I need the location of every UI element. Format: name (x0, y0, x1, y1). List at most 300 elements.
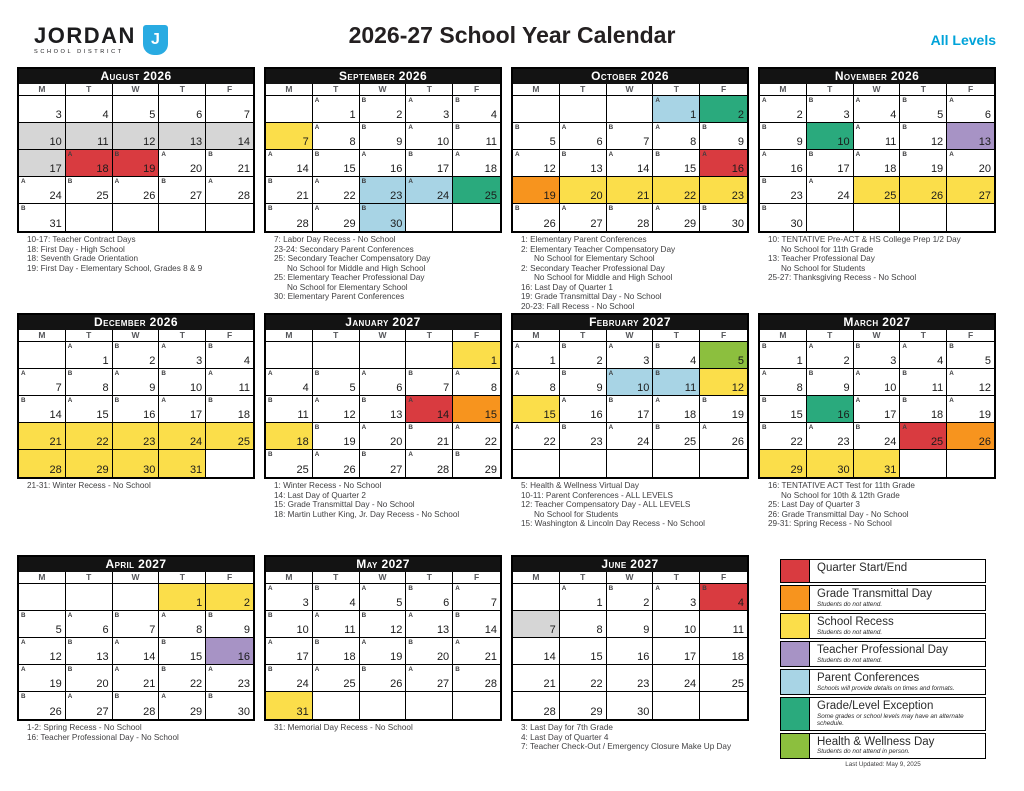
page-header (0, 0, 1024, 65)
day-cell (66, 177, 113, 204)
day-cell (760, 204, 807, 231)
day-cell (760, 342, 807, 369)
ab-schedule-marker: A (515, 424, 520, 431)
month-note: 26: Grade Transmittal Day - No School (768, 509, 909, 519)
day-number: 3 (843, 109, 850, 121)
day-cell (313, 150, 360, 177)
day-number: 1 (690, 109, 697, 121)
day-number: 16 (590, 409, 603, 421)
day-cell (947, 342, 994, 369)
ab-schedule-marker: B (762, 424, 767, 431)
month-notes (521, 723, 749, 752)
day-number: 28 (637, 218, 650, 230)
day-cell (159, 423, 206, 450)
day-number: 5 (55, 624, 62, 636)
day-number: 3 (302, 597, 309, 609)
legend-item-subtitle: Some grades or school levels may have an alternate schedule. (817, 712, 964, 727)
ab-schedule-marker: B (361, 451, 367, 458)
day-number: 21 (49, 436, 62, 448)
day-cell (807, 396, 854, 423)
month-day-grid (266, 584, 500, 719)
day-number: 21 (484, 651, 497, 663)
day-cell (854, 177, 901, 204)
empty-day-cell (947, 204, 994, 231)
day-number: 19 (390, 651, 403, 663)
levels-badge: All Levels (930, 31, 996, 48)
empty-day-cell (406, 204, 453, 231)
month-note: 16: Teacher Professional Day - No School (27, 732, 179, 742)
ab-schedule-marker: A (268, 151, 273, 158)
day-number: 11 (931, 382, 944, 394)
ab-schedule-marker: A (314, 97, 320, 104)
legend-swatch-teal (780, 697, 810, 731)
day-cell (807, 96, 854, 123)
day-number: 1 (490, 355, 497, 367)
day-number: 30 (837, 464, 850, 476)
day-number: 29 (590, 706, 603, 718)
legend-item (780, 559, 986, 583)
weekday-header-row (513, 572, 747, 584)
month-note: No School for Elementary School (534, 254, 655, 263)
legend-label (810, 697, 986, 731)
day-cell (19, 611, 66, 638)
day-cell (900, 150, 947, 177)
day-cell (900, 342, 947, 369)
day-cell (206, 96, 253, 123)
day-number: 13 (390, 409, 403, 421)
ab-schedule-marker: B (902, 370, 907, 377)
day-number: 2 (796, 109, 803, 121)
ab-schedule-marker: B (361, 397, 367, 404)
day-cell (19, 450, 66, 477)
legend-swatch-purple (780, 641, 810, 667)
month-note: 13: Teacher Professional Day (768, 254, 875, 263)
month-note: 29-31: Spring Recess - No School (768, 519, 892, 528)
day-number: 25 (884, 190, 897, 202)
ab-schedule-marker: A (702, 424, 707, 431)
day-cell (113, 638, 160, 665)
ab-schedule-marker: A (561, 397, 567, 404)
weekday-header: F (947, 330, 994, 342)
month-note: No School for 10th & 12th Grade (781, 490, 900, 500)
month-notes (27, 481, 255, 491)
legend-item-title: School Recess (817, 616, 894, 628)
legend-item-title: Parent Conferences (817, 672, 920, 684)
day-cell (66, 450, 113, 477)
day-number: 7 (55, 382, 62, 394)
ab-schedule-marker: B (455, 666, 460, 673)
day-cell (653, 204, 700, 231)
ab-schedule-marker: A (268, 370, 273, 377)
day-cell (700, 177, 747, 204)
day-number: 14 (49, 409, 62, 421)
day-number: 18 (96, 163, 109, 175)
day-number: 2 (396, 109, 403, 121)
day-cell (19, 369, 66, 396)
weekday-header: M (266, 330, 313, 342)
calendar-february-2027 (511, 313, 749, 479)
day-cell (653, 584, 700, 611)
day-cell (360, 123, 407, 150)
day-cell (653, 342, 700, 369)
day-number: 24 (189, 436, 203, 448)
ab-schedule-marker: A (949, 397, 954, 404)
month-note: 21-31: Winter Recess - No School (27, 481, 151, 490)
empty-day-cell (113, 204, 160, 231)
day-cell (406, 584, 453, 611)
day-number: 20 (590, 190, 603, 202)
day-number: 1 (796, 355, 803, 367)
day-number: 28 (484, 678, 497, 690)
day-cell (266, 150, 313, 177)
ab-schedule-marker: B (949, 343, 954, 350)
calendar-march-2027 (758, 313, 996, 479)
day-cell (560, 396, 607, 423)
day-number: 9 (149, 382, 156, 394)
day-cell (406, 665, 453, 692)
ab-schedule-marker: B (268, 612, 273, 619)
month-note: 25-27: Thanksgiving Recess - No School (768, 273, 917, 282)
empty-day-cell (206, 450, 253, 477)
empty-day-cell (113, 584, 160, 611)
month-note: No School for 11th Grade (781, 244, 874, 254)
ab-schedule-marker: A (455, 585, 460, 592)
ab-schedule-marker: A (67, 693, 73, 700)
weekday-header: T (900, 84, 947, 96)
ab-schedule-marker: B (161, 666, 166, 673)
month-note: 25: Elementary Teacher Professional Day (274, 273, 425, 282)
day-number: 21 (296, 190, 309, 202)
legend-item-subtitle: Students do not attend. (817, 628, 883, 636)
weekday-header: T (159, 84, 206, 96)
month-note: No School for Elementary School (287, 282, 408, 292)
month-title: May 2027 (266, 557, 500, 572)
day-cell (607, 423, 654, 450)
day-number: 26 (390, 678, 403, 690)
ab-schedule-marker: B (655, 370, 660, 377)
ab-schedule-marker: A (161, 151, 166, 158)
ab-schedule-marker: B (902, 151, 907, 158)
day-cell (66, 123, 113, 150)
ab-schedule-marker: B (702, 124, 707, 131)
day-number: 25 (296, 464, 309, 476)
weekday-header: W (607, 330, 654, 342)
day-number: 23 (237, 678, 250, 690)
day-number: 24 (49, 190, 62, 202)
day-cell (406, 611, 453, 638)
day-cell (947, 369, 994, 396)
day-cell (406, 396, 453, 423)
day-number: 23 (731, 190, 744, 202)
day-number: 8 (102, 382, 109, 394)
legend-item-subtitle: Students do not attend in person. (817, 748, 910, 755)
day-cell (513, 123, 560, 150)
day-cell (159, 150, 206, 177)
day-number: 4 (890, 109, 897, 121)
legend-label (810, 585, 986, 611)
ab-schedule-marker: B (114, 397, 120, 404)
legend-item-title: Quarter Start/End (817, 562, 908, 574)
day-cell (266, 450, 313, 477)
weekday-header: W (607, 572, 654, 584)
month-note: 3: Last Day for 7th Grade (521, 723, 613, 732)
day-cell (159, 123, 206, 150)
ab-schedule-marker: A (314, 612, 320, 619)
ab-schedule-marker: A (515, 151, 520, 158)
day-number: 22 (790, 436, 803, 448)
day-number: 31 (49, 218, 62, 230)
day-cell (360, 96, 407, 123)
weekday-header: F (453, 330, 500, 342)
day-number: 9 (243, 624, 250, 636)
day-number: 7 (443, 382, 450, 394)
weekday-header-row (19, 330, 253, 342)
day-cell (360, 150, 407, 177)
day-cell (653, 611, 700, 638)
day-number: 5 (984, 355, 991, 367)
day-number: 17 (884, 409, 897, 421)
weekday-header: M (513, 330, 560, 342)
ab-schedule-marker: A (208, 370, 213, 377)
legend-swatch-yellow (780, 613, 810, 639)
day-number: 28 (143, 706, 156, 718)
day-cell (854, 342, 901, 369)
month-day-grid (513, 96, 747, 231)
ab-schedule-marker: A (808, 343, 814, 350)
day-number: 18 (343, 651, 356, 663)
day-number: 26 (731, 436, 744, 448)
empty-day-cell (66, 204, 113, 231)
day-cell (947, 96, 994, 123)
ab-schedule-marker: A (408, 124, 413, 131)
ab-schedule-marker: B (361, 97, 367, 104)
month-notes (768, 481, 996, 529)
weekday-header-row (760, 330, 994, 342)
legend-swatch-red (780, 559, 810, 583)
day-number: 6 (196, 109, 203, 121)
month-note: 4: Last Day of Quarter 4 (521, 732, 609, 742)
ab-schedule-marker: B (561, 424, 567, 431)
month-day-grid (266, 342, 500, 477)
day-cell (854, 396, 901, 423)
legend-item-title: Teacher Professional Day (817, 644, 949, 656)
ab-schedule-marker: A (855, 397, 861, 404)
month-february-2027 (511, 313, 749, 555)
month-day-grid (760, 96, 994, 231)
month-notes (274, 723, 502, 733)
ab-schedule-marker: A (902, 343, 907, 350)
day-cell (513, 665, 560, 692)
empty-day-cell (700, 692, 747, 719)
ab-schedule-marker: B (21, 205, 26, 212)
month-note: 1-2: Spring Recess - No School (27, 723, 142, 732)
day-number: 22 (683, 190, 697, 202)
weekday-header-row (19, 84, 253, 96)
ab-schedule-marker: B (515, 124, 520, 131)
month-day-grid (19, 342, 253, 477)
day-number: 13 (590, 163, 603, 175)
day-cell (453, 177, 500, 204)
day-number: 3 (443, 109, 450, 121)
day-number: 13 (96, 651, 109, 663)
ab-schedule-marker: B (361, 124, 367, 131)
day-number: 8 (690, 136, 697, 148)
ab-schedule-marker: A (161, 693, 166, 700)
day-cell (607, 369, 654, 396)
day-cell (159, 450, 206, 477)
ab-schedule-marker: A (702, 151, 707, 158)
day-cell (113, 692, 160, 719)
month-note: 16: Last Day of Quarter 1 (521, 282, 613, 292)
weekday-header: M (19, 330, 66, 342)
month-notes (274, 235, 502, 302)
ab-schedule-marker: A (515, 370, 520, 377)
day-cell (900, 396, 947, 423)
ab-schedule-marker: B (608, 585, 614, 592)
day-cell (653, 177, 700, 204)
day-number: 30 (237, 706, 250, 718)
legend-swatch-lime (780, 733, 810, 759)
day-number: 23 (590, 436, 603, 448)
day-cell (700, 96, 747, 123)
day-cell (513, 638, 560, 665)
day-cell (360, 423, 407, 450)
legend-item (780, 613, 986, 639)
ab-schedule-marker: B (408, 639, 413, 646)
ab-schedule-marker: B (314, 151, 320, 158)
day-number: 4 (102, 109, 109, 121)
ab-schedule-marker: B (608, 124, 614, 131)
day-cell (453, 665, 500, 692)
empty-day-cell (360, 692, 407, 719)
day-number: 19 (143, 163, 156, 175)
ab-schedule-marker: A (808, 178, 814, 185)
ab-schedule-marker: B (762, 124, 767, 131)
day-number: 8 (196, 624, 203, 636)
day-number: 15 (790, 409, 803, 421)
ab-schedule-marker: B (902, 97, 907, 104)
ab-schedule-marker: B (455, 97, 460, 104)
legend-item (780, 585, 986, 611)
day-number: 9 (737, 136, 744, 148)
day-cell (760, 123, 807, 150)
day-cell (206, 692, 253, 719)
day-cell (266, 638, 313, 665)
day-cell (653, 96, 700, 123)
ab-schedule-marker: B (655, 151, 660, 158)
day-cell (19, 204, 66, 231)
calendar-january-2027 (264, 313, 502, 479)
empty-day-cell (19, 342, 66, 369)
day-cell (607, 177, 654, 204)
day-number: 22 (189, 678, 203, 690)
day-cell (854, 96, 901, 123)
ab-schedule-marker: A (762, 151, 767, 158)
weekday-header-row (760, 84, 994, 96)
day-cell (206, 584, 253, 611)
day-cell (19, 177, 66, 204)
ab-schedule-marker: A (314, 178, 320, 185)
ab-schedule-marker: A (161, 397, 166, 404)
legend-item-subtitle: Schools will provide details on times and formats. (817, 684, 955, 692)
day-cell (760, 96, 807, 123)
empty-day-cell (900, 204, 947, 231)
weekday-header: T (159, 572, 206, 584)
calendar-may-2027 (264, 555, 502, 721)
day-number: 10 (683, 624, 697, 636)
day-number: 30 (637, 706, 650, 718)
ab-schedule-marker: B (208, 151, 213, 158)
day-number: 15 (189, 651, 203, 663)
ab-schedule-marker: B (902, 124, 907, 131)
day-cell (513, 369, 560, 396)
ab-schedule-marker: A (762, 370, 767, 377)
day-cell (700, 369, 747, 396)
day-number: 18 (683, 409, 697, 421)
day-cell (653, 423, 700, 450)
day-number: 21 (237, 163, 250, 175)
day-cell (900, 123, 947, 150)
day-number: 31 (296, 706, 309, 718)
month-title: August 2026 (19, 69, 253, 84)
day-cell (113, 96, 160, 123)
day-cell (159, 638, 206, 665)
legend-item-subtitle: Students do not attend. (817, 600, 883, 608)
day-cell (700, 204, 747, 231)
day-number: 12 (731, 382, 744, 394)
ab-schedule-marker: B (515, 205, 520, 212)
day-cell (19, 96, 66, 123)
day-cell (807, 369, 854, 396)
day-cell (66, 150, 113, 177)
day-number: 7 (149, 624, 156, 636)
day-cell (700, 638, 747, 665)
logo-name: JORDAN (34, 22, 136, 48)
day-number: 15 (343, 163, 356, 175)
ab-schedule-marker: A (655, 397, 660, 404)
ab-schedule-marker: A (314, 451, 320, 458)
day-number: 12 (390, 624, 403, 636)
ab-schedule-marker: A (608, 424, 614, 431)
day-number: 23 (143, 436, 156, 448)
day-cell (453, 611, 500, 638)
day-cell (360, 396, 407, 423)
day-cell (206, 611, 253, 638)
ab-schedule-marker: B (208, 397, 213, 404)
day-number: 19 (978, 409, 991, 421)
day-number: 12 (49, 651, 62, 663)
month-note: 25: Secondary Teacher Compensatory Day (274, 254, 431, 263)
day-number: 24 (837, 190, 850, 202)
day-cell (266, 611, 313, 638)
day-number: 20 (436, 651, 450, 663)
day-number: 26 (343, 464, 356, 476)
ab-schedule-marker: B (855, 424, 861, 431)
month-note: 1: Winter Recess - No School (274, 481, 382, 490)
ab-schedule-marker: B (67, 639, 73, 646)
day-cell (360, 450, 407, 477)
calendar-september-2026 (264, 67, 502, 233)
day-number: 22 (484, 436, 497, 448)
day-cell (900, 369, 947, 396)
day-number: 19 (731, 409, 744, 421)
day-number: 15 (543, 409, 556, 421)
day-cell (206, 638, 253, 665)
ab-schedule-marker: B (161, 370, 166, 377)
day-cell (607, 692, 654, 719)
empty-day-cell (406, 342, 453, 369)
district-shield-icon: J (143, 25, 168, 55)
